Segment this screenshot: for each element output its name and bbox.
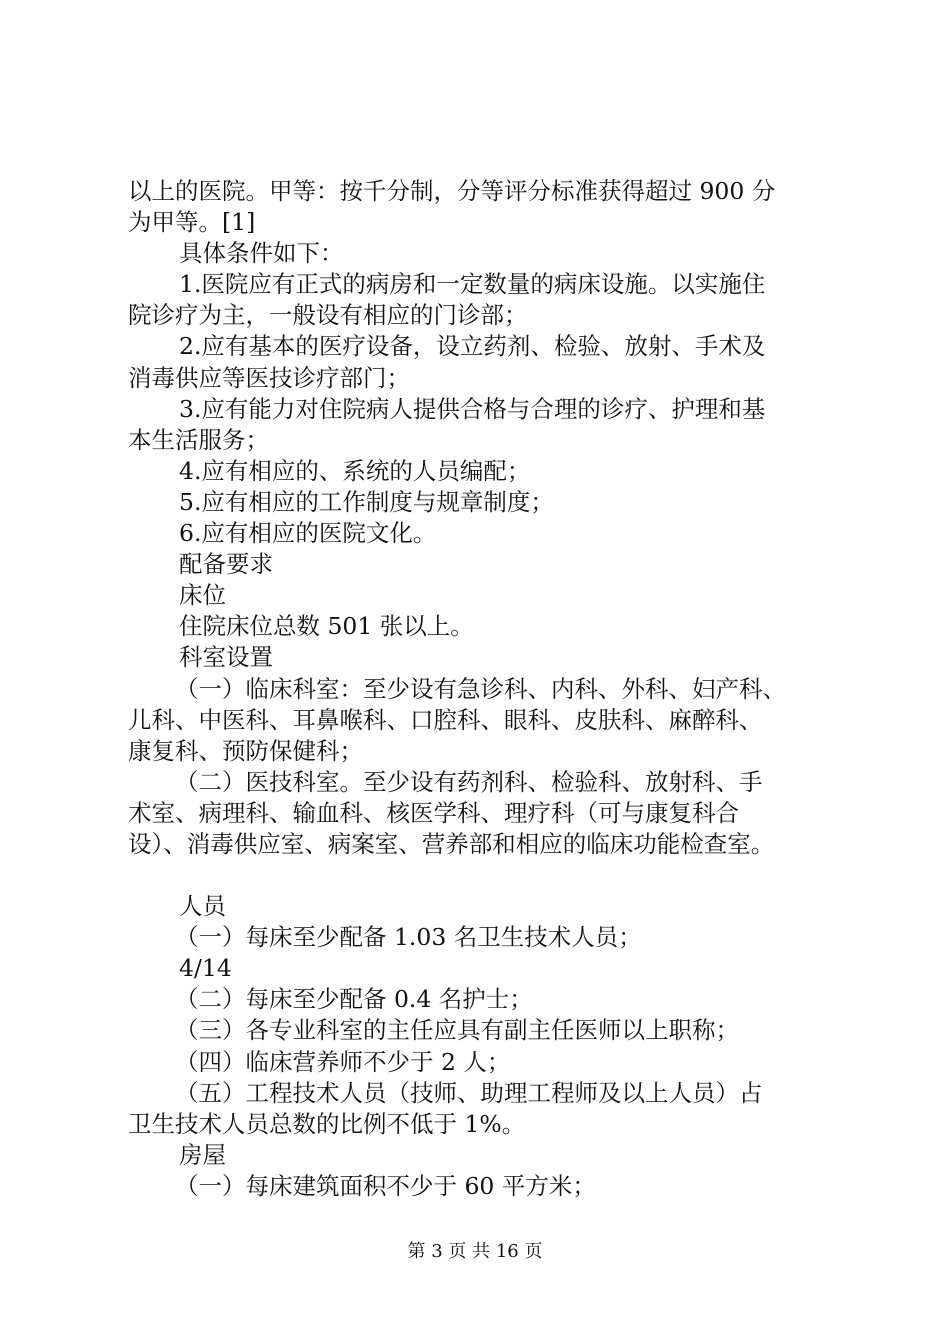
section-heading: 科室设置	[179, 643, 273, 672]
list-item: （四）临床营养师不少于 2 人；	[175, 1047, 511, 1076]
list-item: （二）每床至少配备 0.4 名护士；	[175, 985, 533, 1014]
list-item: 2.应有基本的医疗设备，设立药剂、检验、放射、手术及	[179, 332, 766, 361]
list-item: （一）每床建筑面积不少于 60 平方米；	[175, 1171, 596, 1200]
section-heading: 人员	[179, 892, 226, 921]
page-marker: 4/14	[179, 954, 232, 983]
text-line: 为甲等。[1]	[128, 208, 256, 237]
blank-line	[128, 860, 848, 891]
list-item: 1.医院应有正式的病房和一定数量的病床设施。以实施住	[179, 270, 766, 299]
page-number: 第 3 页 共 16 页	[407, 1241, 543, 1262]
text-line: 具体条件如下：	[179, 239, 344, 268]
text-line: 院诊疗为主，一般设有相应的门诊部；	[128, 301, 528, 330]
text-line: 儿科、中医科、耳鼻喉科、口腔科、眼科、皮肤科、麻醉科、	[128, 705, 763, 734]
text-line: 术室、病理科、输血科、核医学科、理疗科（可与康复科合	[128, 798, 739, 827]
text-line: 本生活服务；	[128, 425, 269, 454]
section-heading: 配备要求	[179, 550, 273, 579]
section-heading: 房屋	[179, 1140, 226, 1169]
list-item: （二）医技科室。至少设有药剂科、检验科、放射科、手	[175, 767, 763, 796]
text-line: 以上的医院。甲等：按千分制，分等评分标准获得超过 900 分	[128, 177, 776, 205]
list-item: （一）每床至少配备 1.03 名卫生技术人员；	[175, 923, 642, 952]
list-item: 5.应有相应的工作制度与规章制度；	[179, 487, 554, 516]
list-item: 6.应有相应的医院文化。	[179, 519, 437, 548]
text-line: 设）、消毒供应室、病案室、营养部和相应的临床功能检查室。	[128, 829, 775, 858]
list-item: 3.应有能力对住院病人提供合格与合理的诊疗、护理和基	[179, 394, 766, 423]
text-line: 消毒供应等医技诊疗部门；	[128, 363, 410, 392]
list-item: （一）临床科室：至少设有急诊科、内科、外科、妇产科、	[175, 674, 786, 703]
list-item: （三）各专业科室的主任应具有副主任医师以上职称；	[175, 1016, 739, 1045]
list-item: （五）工程技术人员（技师、助理工程师及以上人员）占	[175, 1078, 763, 1107]
text-line: 住院床位总数 501 张以上。	[179, 612, 474, 641]
text-line: 卫生技术人员总数的比例不低于 1%。	[128, 1109, 526, 1138]
section-heading: 床位	[179, 581, 226, 610]
text-line: 康复科、预防保健科；	[128, 736, 363, 765]
page-footer	[0, 1240, 950, 1264]
document-body	[128, 176, 848, 1202]
list-item: 4.应有相应的、系统的人员编配；	[179, 456, 531, 485]
